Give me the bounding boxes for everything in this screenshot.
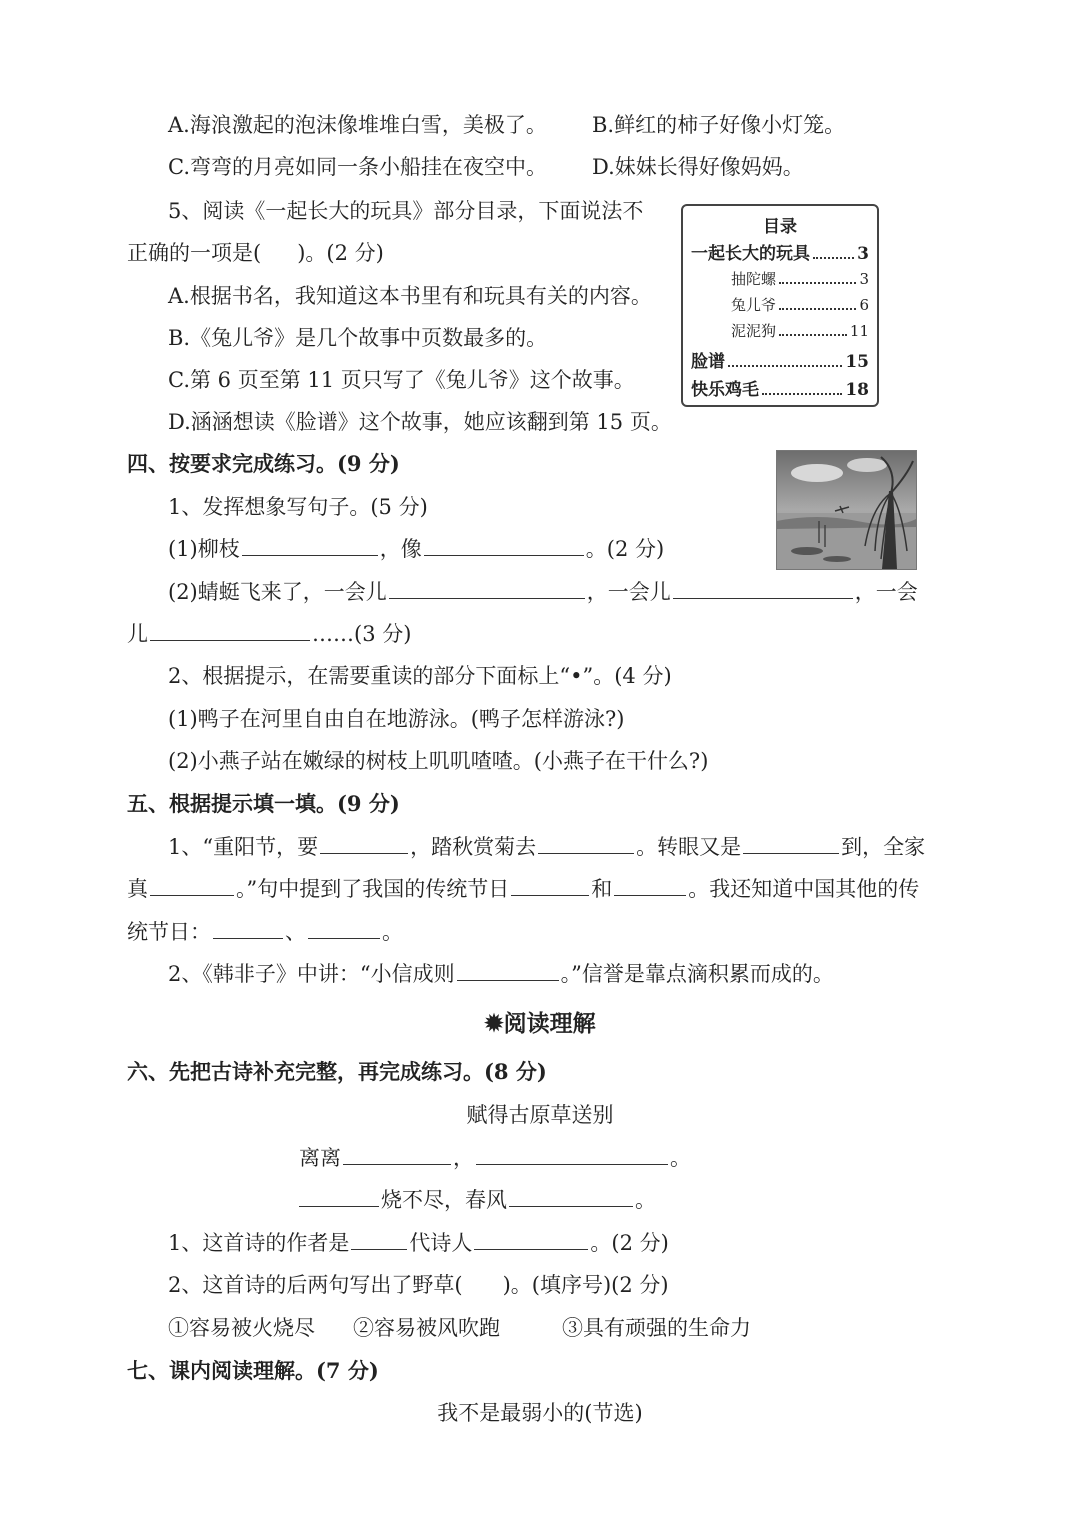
toc-item: [691, 239, 869, 264]
sec5-q1-text: 、: [285, 920, 306, 944]
toc-item-label: 泥泥狗: [731, 322, 777, 340]
q1-1-prefix: (1)柳枝: [168, 537, 240, 561]
q1-1-mid: ，像: [379, 537, 422, 561]
blank-poem-3[interactable]: [299, 1186, 379, 1207]
blank-poem-4[interactable]: [509, 1186, 633, 1207]
toc-item: [731, 294, 869, 315]
toc-title: 目录: [763, 217, 797, 237]
section-7-heading: 七、课内阅读理解。(7 分): [127, 1358, 379, 1383]
sec4-q1-stem: 1、发挥想象写句子。(5 分): [168, 495, 428, 519]
q1-2-score: ……(3 分): [312, 622, 412, 646]
q5-stem-line1: 5、阅读《一起长大的玩具》部分目录，下面说法不: [168, 199, 644, 223]
blank-like[interactable]: [424, 535, 584, 556]
toc-item-label: 快乐鸡毛: [691, 380, 759, 400]
q1-2-er: 儿: [127, 622, 148, 646]
sec5-q1-line1: [168, 832, 925, 862]
blank-festival-2[interactable]: [614, 875, 686, 896]
toc-item: [691, 375, 869, 400]
sec4-q2-stem: 2、根据提示，在需要重读的部分下面标上“•”。(4 分): [168, 664, 672, 688]
sec5-q2-text: 。”信誉是靠点滴积累而成的。: [560, 962, 834, 986]
sec6-option-1: ①容易被火烧尽: [168, 1316, 315, 1340]
sec4-q1-2-cont: [127, 619, 411, 649]
sec6-option-3: ③具有顽强的生命力: [562, 1316, 751, 1340]
toc-item-label: 一起长大的玩具: [691, 244, 810, 264]
sec6-option-2: ②容易被风吹跑: [353, 1316, 500, 1340]
section-5-heading: 五、根据提示填一填。(9 分): [127, 791, 400, 816]
q1-2-mid: ，一会儿: [586, 580, 671, 604]
toc-item-page: 15: [845, 352, 869, 372]
section-4-heading: 四、按要求完成练习。(9 分): [127, 451, 400, 476]
toc-item-page: 18: [845, 380, 869, 400]
pond-willow-illustration: [776, 450, 917, 570]
poem-line-2: [299, 1185, 656, 1215]
q4-option-b: B.鲜红的柿子好像小灯笼。: [592, 113, 846, 137]
sec4-q1-2: [168, 577, 918, 607]
blank-dragonfly-3[interactable]: [150, 620, 310, 641]
q5-option-c: C.第 6 页至第 11 页只写了《兔儿爷》这个故事。: [168, 368, 635, 392]
poem-text: 。: [670, 1146, 691, 1170]
poem-text: ，: [453, 1146, 474, 1170]
q5-stem-line2: [127, 238, 384, 268]
sec6-q1-text: 代诗人: [409, 1231, 473, 1255]
sec5-q1-text: 真: [127, 877, 148, 901]
toc-item-label: 兔儿爷: [731, 296, 777, 314]
toc-item-page: 3: [857, 244, 869, 264]
q1-2-tail: ，一会: [854, 580, 918, 604]
poem-line-1: [299, 1143, 691, 1173]
sec4-q2-1: (1)鸭子在河里自由自在地游泳。(鸭子怎样游泳?): [168, 707, 625, 731]
q1-2-prefix: (2)蜻蜓飞来了，一会儿: [168, 580, 387, 604]
sec6-q1-text: 1、这首诗的作者是: [168, 1231, 350, 1255]
reading-section-title: ✹阅读理解: [484, 1010, 596, 1037]
section-6-heading: 六、先把古诗补充完整，再完成练习。(8 分): [127, 1059, 547, 1084]
poem-text: 离离: [299, 1146, 341, 1170]
sec5-q1-text: 。转眼又是: [636, 835, 742, 859]
blank-family[interactable]: [150, 875, 234, 896]
sec5-q1-line3: [127, 917, 403, 947]
sec6-q2-text: 2、这首诗的后两句写出了野草(: [168, 1273, 463, 1297]
toc-item: [691, 347, 869, 372]
sec5-q2: [168, 959, 834, 989]
blank-poem-2[interactable]: [476, 1144, 668, 1165]
sec4-q2-2: (2)小燕子站在嫩绿的树枝上叽叽喳喳。(小燕子在干什么?): [168, 749, 709, 773]
sec4-q1-1: [168, 534, 664, 564]
blank-chongyang[interactable]: [320, 833, 408, 854]
blank-chrysanthemum[interactable]: [538, 833, 634, 854]
poem-text: 。: [635, 1188, 656, 1212]
q4-option-d: D.妹妹长得好像妈妈。: [592, 155, 804, 179]
poem-text: 烧不尽，春风: [381, 1188, 507, 1212]
sec6-q2: [168, 1270, 669, 1300]
toc-box: [681, 204, 879, 407]
sec5-q1-text: 统节日：: [127, 920, 211, 944]
sec5-q2-text: 2、《韩非子》中讲：“小信成则: [168, 962, 455, 986]
blank-festival-1[interactable]: [511, 875, 589, 896]
q5-option-d: D.涵涵想读《脸谱》这个故事，她应该翻到第 15 页。: [168, 410, 672, 434]
q5-option-b: B.《兔儿爷》是几个故事中页数最多的。: [168, 326, 548, 350]
sec5-q1-text: ，踏秋赏菊去: [410, 835, 537, 859]
toc-item-label: 脸谱: [691, 352, 725, 372]
toc-item: [731, 268, 869, 289]
blank-other-festival-1[interactable]: [213, 918, 283, 939]
sec6-q1-text: 。(2 分): [590, 1231, 669, 1255]
q5-option-a: A.根据书名，我知道这本书里有和玩具有关的内容。: [168, 284, 652, 308]
q5-score: )。(2 分): [297, 241, 384, 265]
sec5-q1-text: 。”句中提到了我国的传统节日: [236, 877, 510, 901]
blank-other-festival-2[interactable]: [308, 918, 380, 939]
blank-willow[interactable]: [242, 535, 378, 556]
toc-item-page: 11: [849, 322, 869, 340]
sec5-q1-text: 到，全家: [841, 835, 926, 859]
blank-poem-1[interactable]: [343, 1144, 451, 1165]
toc-item-page: 6: [859, 296, 869, 314]
toc-item-page: 3: [859, 270, 869, 288]
sec5-q1-text: 。: [382, 920, 403, 944]
sec5-q1-text: 1、“重阳节，要: [168, 835, 319, 859]
sec6-q1: [168, 1228, 669, 1258]
pond-willow-picture: [777, 451, 916, 569]
toc-item-label: 抽陀螺: [731, 270, 777, 288]
q4-option-c: C.弯弯的月亮如同一条小船挂在夜空中。: [168, 155, 547, 179]
q4-option-a: A.海浪激起的泡沫像堆堆白雪，美极了。: [168, 113, 547, 137]
passage-title: 我不是最弱小的(节选): [437, 1401, 643, 1425]
blank-festival[interactable]: [743, 833, 839, 854]
blank-dragonfly-2[interactable]: [673, 578, 853, 599]
blank-dragonfly-1[interactable]: [389, 578, 585, 599]
sec6-q2-text: )。(填序号)(2 分): [502, 1273, 669, 1297]
poem-title: 赋得古原草送别: [466, 1103, 614, 1127]
q5-stem-text: 正确的一项是(: [127, 241, 262, 265]
toc-item: [731, 320, 869, 341]
blank-poet[interactable]: [474, 1229, 588, 1250]
sec5-q1-line2: [127, 874, 919, 904]
blank-hanfeizi[interactable]: [457, 960, 559, 981]
sec5-q1-text: 。我还知道中国其他的传: [688, 877, 920, 901]
blank-dynasty[interactable]: [351, 1229, 407, 1250]
sec5-q1-text: 和: [591, 877, 613, 901]
q1-1-score: 。(2 分): [585, 537, 665, 561]
